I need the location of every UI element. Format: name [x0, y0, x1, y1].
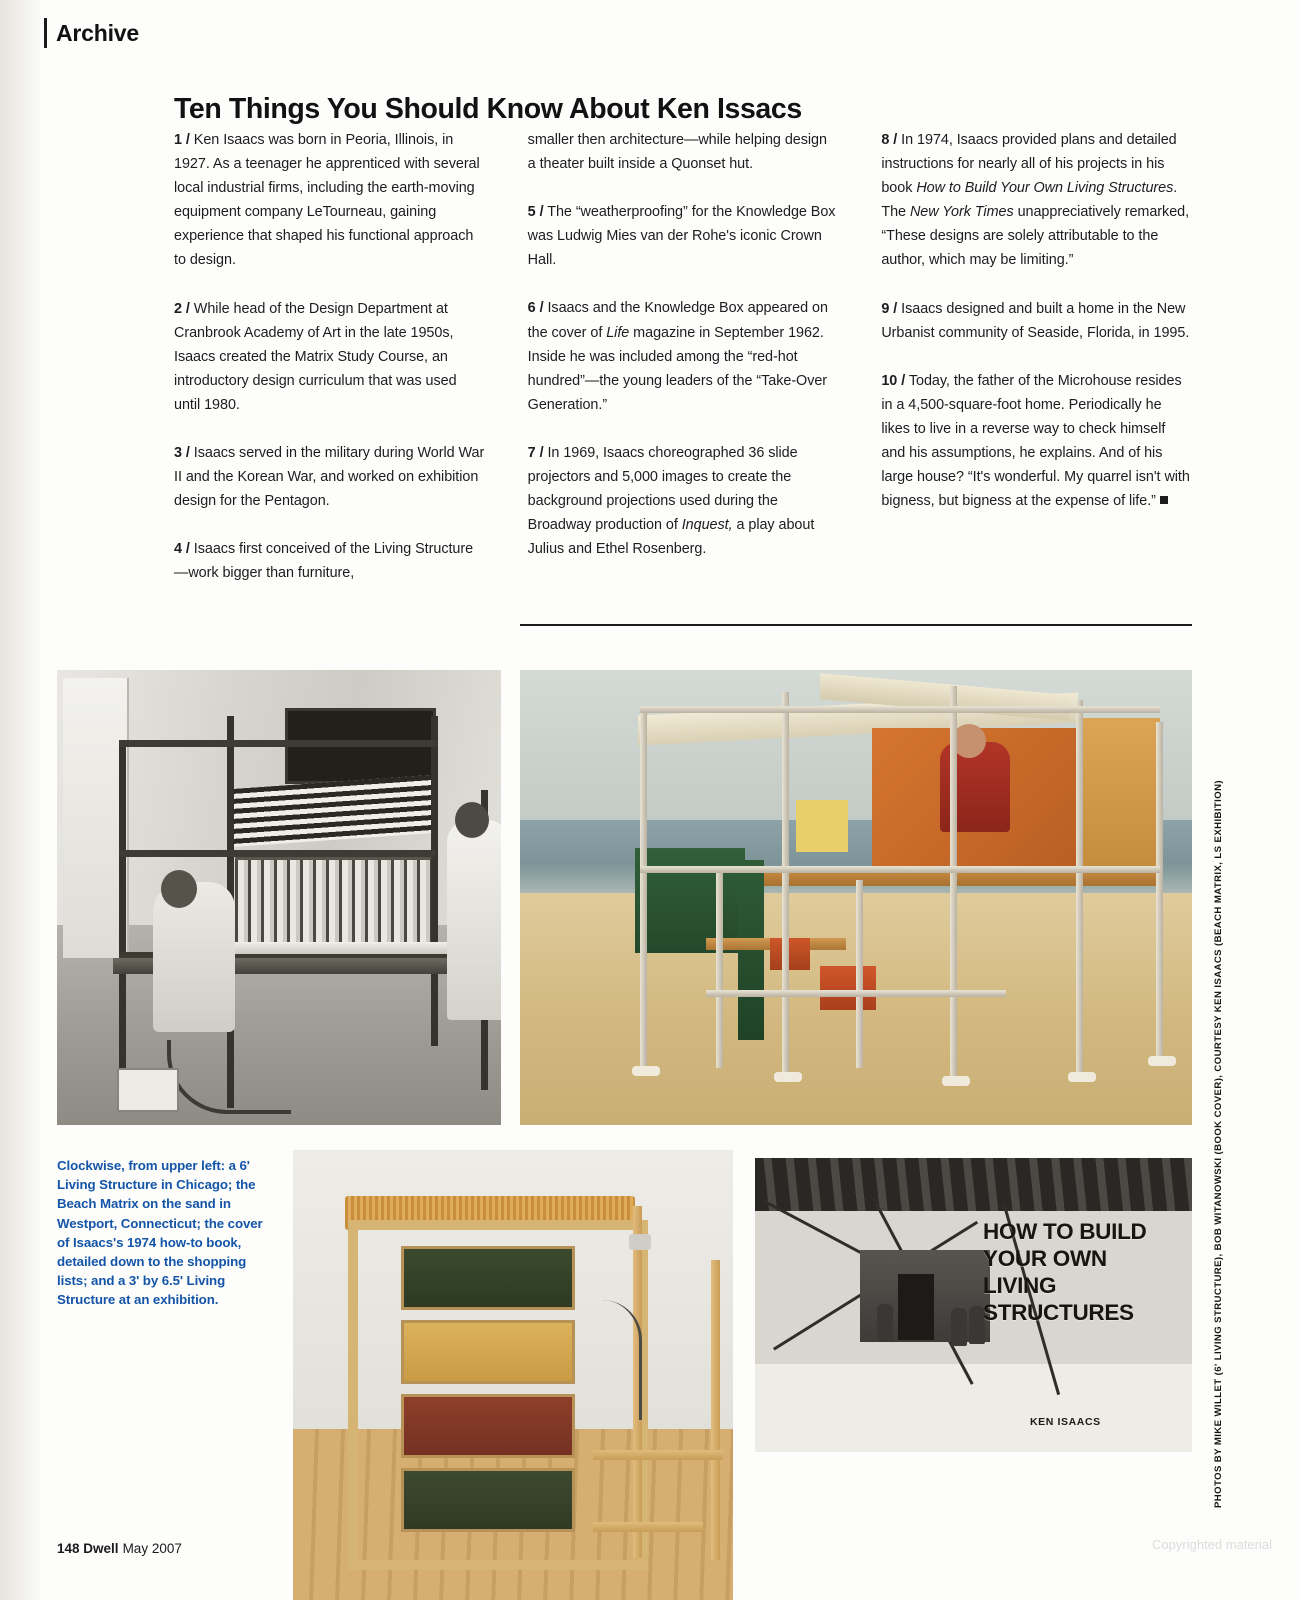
photo-credit-container: [1213, 768, 1238, 1508]
copyright-watermark: Copyrighted material: [1152, 1537, 1272, 1552]
paragraph-text: Ken Isaacs was born in Peoria, Illinois, in 1927. As a teenager he apprenticed with several local industrial firms, including the earth-moving equipment company LeTourneau, gaining experience that shaped his functional approach to design.: [174, 132, 480, 269]
photo-tan-cube: [1080, 718, 1160, 873]
paragraph-italic-2: New York Times: [909, 204, 1014, 221]
photo-frame-post: [1156, 722, 1163, 1058]
book-cover-figure: [877, 1304, 893, 1342]
folio-issue-date: May 2007: [122, 1541, 182, 1556]
paragraph-text: While head of the Design Department at Cranbrook Academy of Art in the late 1950s, Isaacs created the Matrix Study Course, an introductory design curriculum that was used until 1980.: [174, 300, 457, 413]
paragraph-text-cont-2: unappreciatively remarked, “These designs are solely attributable to the author, which may be limiting.”: [881, 204, 1190, 269]
article-column-3: [881, 128, 1192, 586]
article-paragraph: [881, 369, 1192, 514]
photo-bookshelf: [235, 856, 435, 954]
photo-frame-beam: [706, 990, 1006, 997]
article-paragraph: [528, 128, 839, 176]
photo-structure-beam: [119, 740, 437, 747]
photo-person-seated-head: [161, 870, 197, 908]
article-paragraph: [528, 296, 839, 416]
photo-person-standing: [447, 820, 501, 1020]
photo-green-post: [738, 860, 764, 1040]
book-cover-title-line-1: HOW TO BUILD: [983, 1219, 1147, 1244]
photo-red-cube: [820, 966, 876, 1010]
paragraph-text: In 1969, Isaacs choreographed 36 slide projectors and 5,000 images to create the background projections used during the Broadway production of: [527, 444, 798, 534]
book-cover-figure: [951, 1308, 967, 1346]
paragraph-number: 9 /: [881, 300, 898, 317]
article-paragraph: [174, 441, 485, 513]
paragraph-italic: How to Build Your Own Living Structures: [916, 180, 1174, 197]
paragraph-number: 6 /: [527, 300, 544, 317]
photo-cable: [579, 1300, 642, 1420]
photo-frame-post: [782, 692, 789, 1074]
paragraph-italic: Inquest,: [681, 517, 733, 534]
paragraph-number: 4 /: [174, 541, 190, 558]
section-rule: [44, 18, 47, 48]
photo-footing: [632, 1066, 660, 1076]
photo-frame-beam: [640, 706, 1160, 713]
article-paragraph: [174, 128, 485, 273]
paragraph-number: 2 /: [174, 300, 190, 317]
article-paragraph: [881, 297, 1192, 345]
photo-structure-post: [119, 740, 126, 1108]
photo-person-standing-head: [455, 802, 489, 838]
book-cover-roof-structure: [755, 1158, 1192, 1211]
photo-structure-beam: [119, 850, 435, 857]
book-cover-author: KEN ISAACS: [1030, 1416, 1101, 1428]
photo-beach-matrix-westport: [520, 670, 1192, 1125]
article-paragraph: [174, 537, 485, 585]
photo-book-cover: [755, 1158, 1192, 1452]
paragraph-text: Isaacs first conceived of the Living Structure—work bigger than furniture,: [174, 541, 474, 582]
photo-drawer-panel: [401, 1394, 575, 1458]
paragraph-text: smaller then architecture—while helping design a theater built inside a Quonset hut.: [527, 132, 827, 173]
photo-footing: [942, 1076, 970, 1086]
photo-red-cube: [770, 938, 810, 970]
article-column-2: [528, 128, 839, 586]
paragraph-text: Isaacs and the Knowledge Box appeared on the cover of: [527, 300, 828, 341]
paragraph-text-cont: . The: [881, 180, 1178, 221]
photo-person-seated: [153, 882, 235, 1032]
photo-yellow-cube: [796, 800, 848, 852]
book-cover-title-line-2: YOUR OWN: [983, 1246, 1107, 1271]
paragraph-text-cont: a play about Julius and Ethel Rosenberg.: [527, 517, 815, 558]
article-column-1: [174, 128, 485, 586]
page-gutter-shadow: [0, 0, 40, 1600]
section-label: [44, 18, 139, 48]
photo-desk-shelf: [593, 1450, 723, 1460]
photo-footing: [774, 1072, 802, 1082]
paragraph-number: 3 /: [174, 445, 190, 462]
paragraph-text: Isaacs designed and built a home in the New Urbanist community of Seaside, Florida, in 1995.: [881, 300, 1190, 341]
photo-storage-box: [117, 1068, 179, 1112]
article-paragraph: [174, 297, 485, 417]
section-label-text: Archive: [56, 20, 139, 46]
paragraph-number: 10 /: [881, 372, 906, 389]
paragraph-number: 1 /: [174, 132, 190, 148]
paragraph-number: 7 /: [527, 444, 544, 461]
paragraph-italic: Life: [606, 324, 630, 341]
folio-page-number: 148: [57, 1541, 80, 1556]
photo-frame-post: [950, 686, 957, 1078]
book-cover-doorway: [898, 1274, 934, 1340]
paragraph-text: The “weatherproofing” for the Knowledge Box was Ludwig Mies van der Rohe's iconic Crown Hall.: [527, 204, 836, 269]
photo-frame-beam: [640, 866, 1160, 873]
photo-drawer-panel: [401, 1246, 575, 1310]
photo-drawer-panel: [401, 1468, 575, 1532]
photo-footing: [1068, 1072, 1096, 1082]
photo-living-structure-chicago: [57, 670, 501, 1125]
paragraph-text: Isaacs served in the military during World War II and the Korean War, and worked on exhibition design for the Pentagon.: [174, 445, 485, 510]
photo-frame-post: [1076, 700, 1083, 1074]
photo-frame-post: [856, 880, 863, 1068]
photo-frame-post: [716, 870, 723, 1068]
paragraph-text-cont: magazine in September 1962. Inside he was included among the “red-hot hundred”—the young leaders of the “Take-Over Generation.”: [527, 324, 828, 413]
photo-footing: [1148, 1056, 1176, 1066]
article-paragraph: [881, 128, 1192, 273]
photo-living-structure-exhibition: [293, 1150, 733, 1600]
photo-frame-post: [711, 1260, 720, 1560]
paragraph-number: 5 /: [527, 204, 544, 221]
paragraph-number: 8 /: [881, 132, 898, 148]
photo-frame-post: [640, 706, 647, 1068]
paragraph-text: In 1974, Isaacs provided plans and detailed instructions for nearly all of his projects in his book: [881, 132, 1177, 197]
photo-lamp: [629, 1234, 651, 1250]
book-cover-title-line-3: LIVING STRUCTURES: [983, 1273, 1134, 1325]
photo-credit-text: PHOTOS BY MIKE WILLET (6' LIVING STRUCTURE), BOB WITANOWSKI (BOOK COVER), COURTESY KEN ISAACS (BEACH MATRIX, LS EXHIBITION): [1213, 779, 1224, 1508]
folio-publication: Dwell: [83, 1541, 119, 1556]
paragraph-text: Today, the father of the Microhouse resides in a 4,500-square-foot home. Periodically he likes to live in a reverse way to check himself and his assumptions, he explains. And of his large house? “It's wonderful. My quarrel isn't with bigness, but bigness at the expense of life.”: [881, 372, 1190, 510]
article-columns: [174, 128, 1192, 586]
book-cover-title: [983, 1218, 1192, 1326]
article-paragraph: [528, 200, 839, 272]
photo-person-head: [952, 724, 986, 758]
section-divider-rule: [520, 624, 1192, 626]
end-of-article-mark: [1160, 496, 1168, 504]
photo-caption: Clockwise, from upper left: a 6' Living Structure in Chicago; the Beach Matrix on the sand in Westport, Connecticut; the cover of Isaacs's 1974 how-to book, detailed down to the shopping lists; and a 3' by 6.5' Living Structure at an exhibition.: [57, 1158, 263, 1308]
photo-lower-shelf: [593, 1522, 703, 1532]
photo-structure-post: [431, 716, 438, 1046]
photo-drawer-panel: [401, 1320, 575, 1384]
article-paragraph: [528, 441, 839, 561]
page-folio: [57, 1541, 182, 1556]
page-title: Ten Things You Should Know About Ken Issacs: [174, 93, 802, 126]
